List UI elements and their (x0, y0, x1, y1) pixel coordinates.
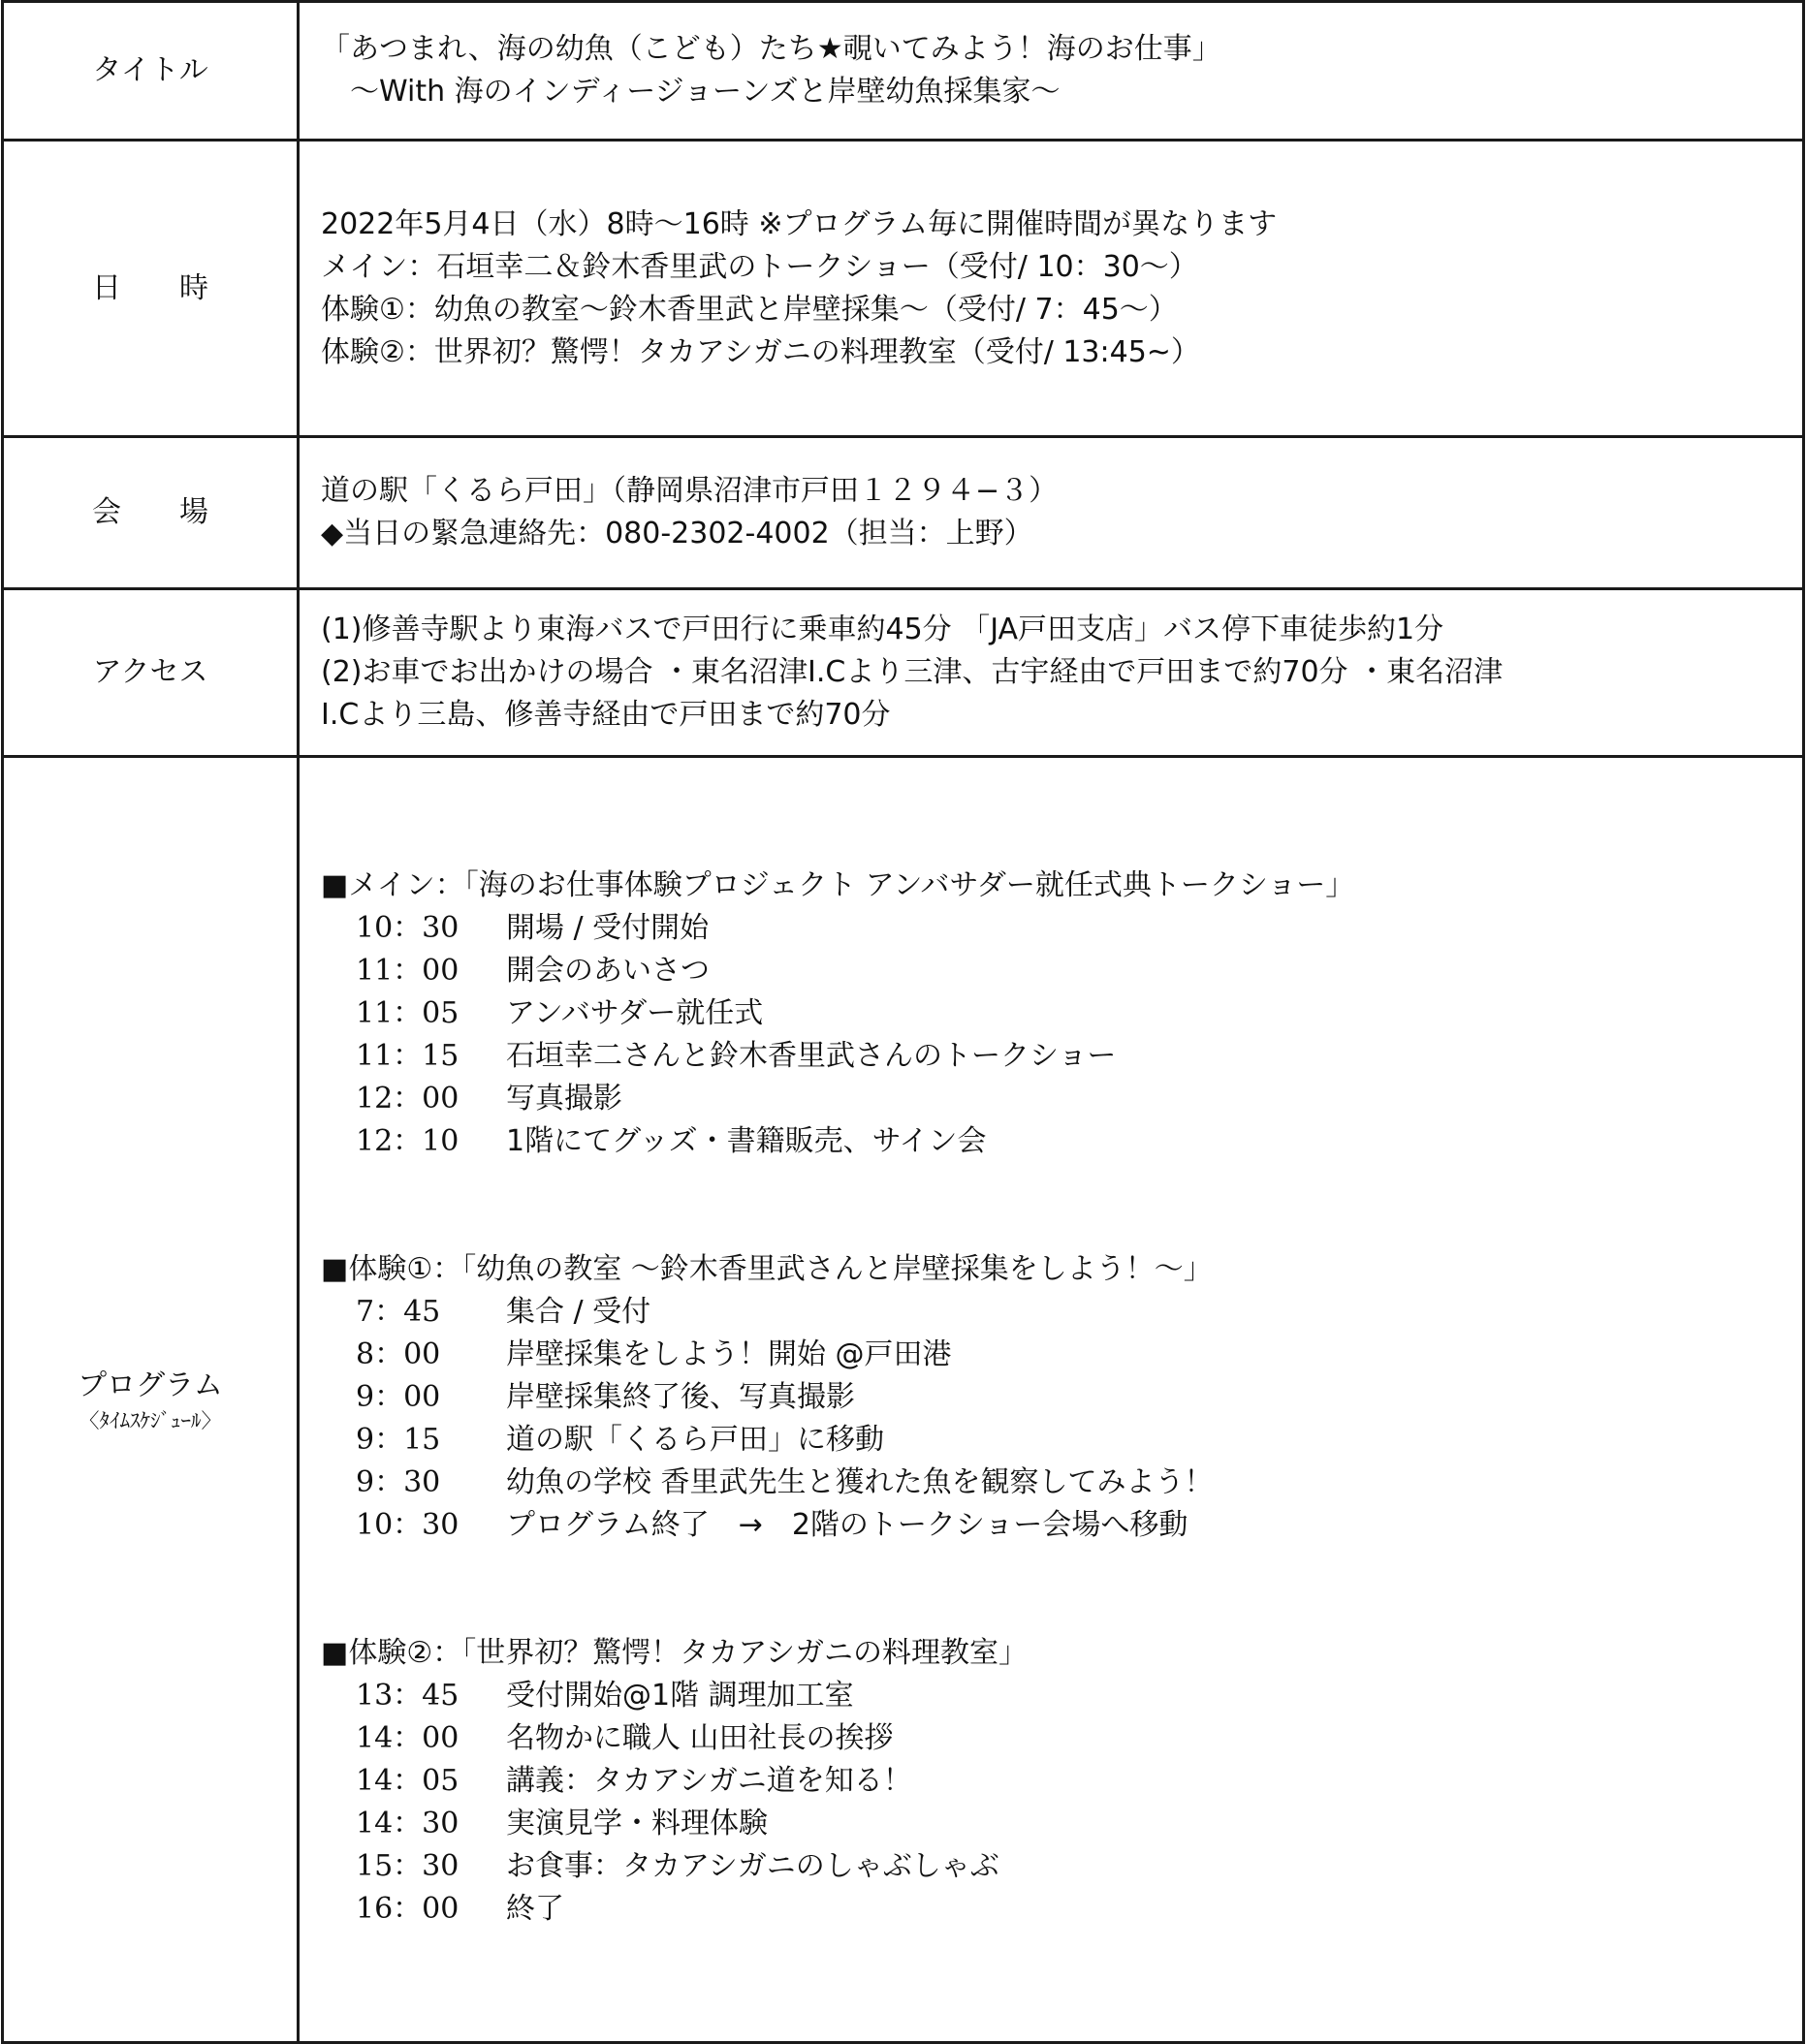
schedule-text: 開会のあいさつ (506, 954, 710, 988)
schedule-item (321, 1078, 1801, 1120)
access-line: I.Cより三島、修善寺経由で戸田まで約70分 (321, 698, 891, 732)
label-venue: 会 場 (3, 437, 299, 589)
venue-line: 道の駅「くるら戸田」（静岡県沼津市戸田１２９４−３） (321, 474, 1059, 508)
datetime-line: メイン：石垣幸二＆鈴木香里武のトークショー（受付/ 10：30～） (321, 249, 1198, 284)
schedule-text: 道の駅「くるら戸田」に移動 (506, 1423, 884, 1457)
schedule-text: 岸壁採集終了後、写真撮影 (506, 1380, 855, 1414)
schedule-text: 1階にてグッズ・書籍販売、サイン会 (506, 1124, 987, 1158)
schedule-text: プログラム終了 → 2階のトークショー会場へ移動 (506, 1508, 1188, 1542)
schedule-time: 14：30 (356, 1807, 459, 1840)
schedule-item (321, 950, 1801, 992)
program-group-heading: ■体験②：「世界初？驚愕！タカアシガニの料理教室」 (321, 1636, 1029, 1670)
access-content (299, 589, 1804, 757)
schedule-item (321, 1504, 1801, 1547)
program-group (321, 1248, 1801, 1547)
schedule-time: 15：30 (356, 1849, 459, 1883)
program-group (321, 1632, 1801, 1931)
schedule-time: 14：05 (356, 1764, 459, 1798)
schedule-item (321, 1419, 1801, 1462)
schedule-item (321, 907, 1801, 950)
label-datetime: 日 時 (3, 141, 299, 437)
schedule-item (321, 1035, 1801, 1078)
program-sublabel: 〈ﾀｲﾑｽｹｼﾞｭｰﾙ〉 (79, 1409, 222, 1432)
schedule-text: 集合 / 受付 (506, 1295, 651, 1329)
datetime-line: 2022年5月4日（水）8時～16時 ※プログラム毎に開催時間が異なります (321, 206, 1278, 241)
schedule-text: 開場 / 受付開始 (506, 911, 710, 945)
schedule-text: お食事：タカアシガニのしゃぶしゃぶ (506, 1849, 999, 1883)
emergency-contact-line: ◆当日の緊急連絡先：080-2302-4002（担当：上野） (321, 517, 1033, 550)
schedule-item (321, 1376, 1801, 1419)
schedule-time: 12：00 (356, 1082, 459, 1116)
schedule-time: 11：15 (356, 1039, 459, 1073)
schedule-time: 13：45 (356, 1679, 459, 1713)
row-access (3, 589, 1804, 757)
schedule-item (321, 1803, 1801, 1845)
row-datetime (3, 141, 1804, 437)
schedule-text: 幼魚の学校 香里武先生と獲れた魚を観察してみよう！ (506, 1465, 1214, 1499)
schedule-time: 10：30 (356, 1508, 459, 1542)
schedule-time: 9：15 (356, 1423, 441, 1457)
subtitle-line: ～With 海のインディージョーンズと岸壁幼魚採集家～ (321, 75, 1061, 109)
schedule-item (321, 1845, 1801, 1888)
schedule-item (321, 1462, 1801, 1504)
schedule-time: 11：00 (356, 954, 459, 988)
schedule-text: 終了 (506, 1892, 564, 1926)
schedule-item (321, 992, 1801, 1035)
schedule-text: 実演見学・料理体験 (506, 1807, 768, 1840)
schedule-text: 写真撮影 (506, 1082, 622, 1116)
schedule-time: 7：45 (356, 1295, 441, 1329)
schedule-text: 受付開始@1階 調理加工室 (506, 1679, 854, 1713)
schedule-item (321, 1888, 1801, 1931)
schedule-time: 9：30 (356, 1465, 441, 1499)
label-access: アクセス (3, 589, 299, 757)
schedule-item (321, 1334, 1801, 1376)
schedule-time: 11：05 (356, 996, 459, 1030)
program-group-heading: ■体験①：「幼魚の教室 ～鈴木香里武さんと岸壁採集をしよう！～」 (321, 1252, 1213, 1286)
schedule-item (321, 1120, 1801, 1163)
schedule-time: 16：00 (356, 1892, 459, 1926)
schedule-item (321, 1760, 1801, 1803)
program-content (299, 757, 1804, 2043)
access-line: (2)お車でお出かけの場合 ・東名沼津I.Cより三津、古宇経由で戸田まで約70分 ・東名沼津 (321, 655, 1504, 689)
venue-content (299, 437, 1804, 589)
access-line: (1)修善寺駅より東海バスで戸田行に乗車約45分 「JA戸田支店」バス停下車徒歩約1分 (321, 613, 1444, 646)
schedule-time: 14：00 (356, 1721, 459, 1755)
schedule-text: 岸壁採集をしよう！開始 @戸田港 (506, 1337, 952, 1371)
schedule-text: 講義：タカアシガニ道を知る！ (506, 1764, 912, 1798)
schedule-text: アンバサダー就任式 (506, 996, 764, 1030)
title-line: 「あつまれ、海の幼魚（こども）たち★覗いてみよう！海のお仕事」 (321, 32, 1221, 66)
row-title (3, 2, 1804, 141)
schedule-text: 名物かに職人 山田社長の挨拶 (506, 1721, 894, 1755)
schedule-time: 9：00 (356, 1380, 441, 1414)
schedule-time: 8：00 (356, 1337, 441, 1371)
schedule-item (321, 1717, 1801, 1760)
datetime-line: 体験①：幼魚の教室～鈴木香里武と岸壁採集～（受付/ 7：45～） (321, 292, 1178, 327)
schedule-time: 10：30 (356, 911, 459, 945)
program-group (321, 865, 1801, 1163)
row-venue (3, 437, 1804, 589)
program-group-heading: ■メイン：「海のお仕事体験プロジェクト アンバサダー就任式典トークショー」 (321, 868, 1355, 902)
title-content (299, 2, 1804, 141)
row-program (3, 757, 1804, 2043)
label-title: タイトル (3, 2, 299, 141)
schedule-item (321, 1675, 1801, 1717)
datetime-content (299, 141, 1804, 437)
schedule-item (321, 1291, 1801, 1334)
event-info-table (1, 0, 1805, 2044)
datetime-line: 体験②：世界初？驚愕！タカアシガニの料理教室（受付/ 13:45~） (321, 334, 1200, 369)
program-label: プログラム (78, 1368, 223, 1402)
schedule-text: 石垣幸二さんと鈴木香里武さんのトークショー (506, 1039, 1117, 1073)
label-program (3, 757, 299, 2043)
schedule-time: 12：10 (356, 1124, 459, 1158)
